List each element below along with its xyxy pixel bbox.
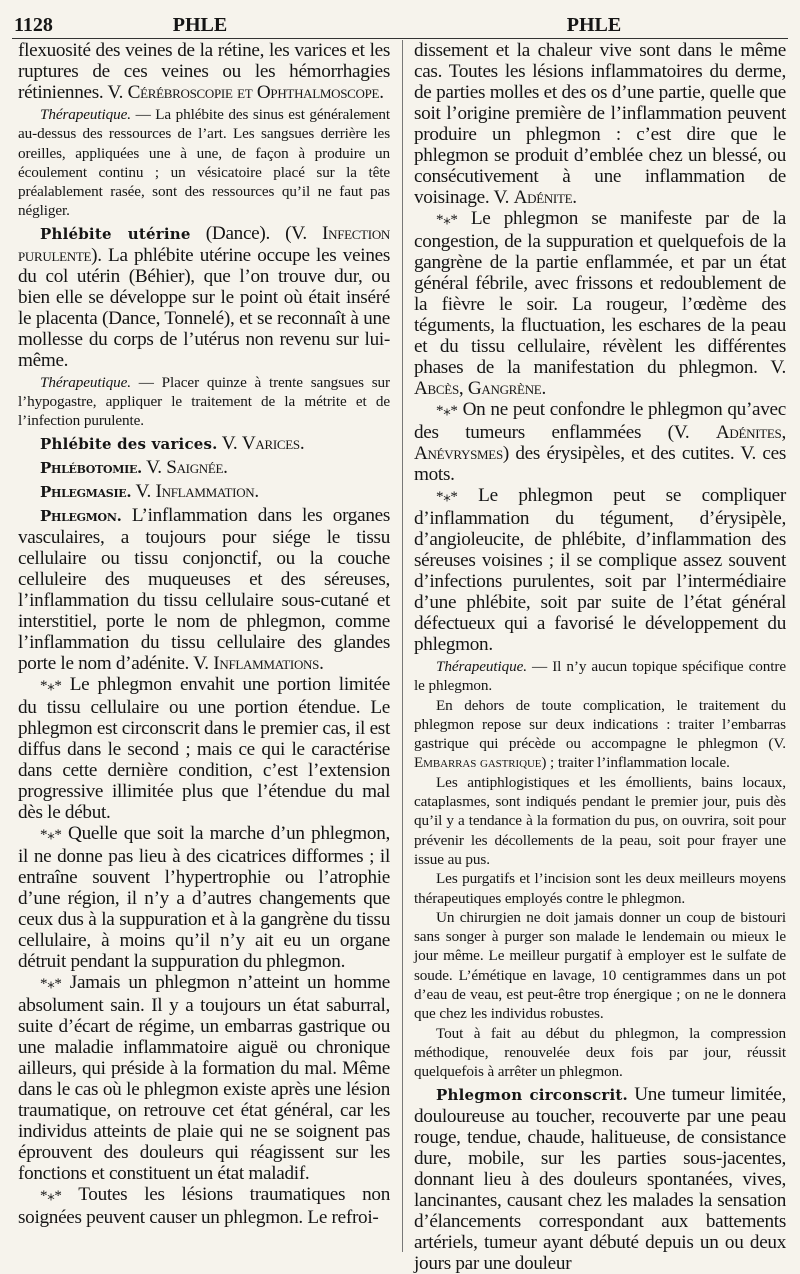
italic-label: Thérapeutique. (40, 106, 131, 123)
running-head-right: PHLE (566, 14, 622, 36)
entry-phlegmasie: Phlegmasie. V. Inflammation. (40, 480, 259, 502)
asterism-icon: *⁎* (40, 677, 62, 694)
therapeutics-paragraph: Thérapeutique. — Il n’y aucun topique spécifique contre le phlegmon. (414, 658, 786, 695)
entry-heading: Phlegmasie. (40, 482, 132, 501)
running-head-left: PHLE (172, 14, 228, 36)
entry-phlebite-uterine: Phlébite utérine (Dance). (V. Infection purulente). La phlébite utérine occupe les veines du col utérin (Béhier), que l’on trouve dur, ou bien elle se développe sur le point où était inséré le placenta (Dance, Tonnelé), et se reconnaît à une mollesse du corps de l’utérus non revenu sur lui-même. (18, 222, 390, 371)
cross-reference: Inflammation (155, 480, 255, 502)
paragraph: *⁎* Le phlegmon se manifeste par de la congestion, de la suppuration et quelquefois de la gangrène de la partie enflammée, et par un état général fébrile, avec frissons et redoublement de la fièvre le soir. La rougeur, l’œdème des téguments, la fluctuation, les eschares de la peau et du tissu cellulaire, révèlent les différentes phases de la manifestation du phlegmon. V. Abcès, Gangrène. (414, 208, 786, 399)
asterism-icon: *⁎* (40, 975, 62, 992)
page-number: 1128 (14, 14, 53, 36)
cross-reference: Embarras gastrique (414, 754, 542, 772)
therapeutics-paragraph: Thérapeutique. — La phlébite des sinus est généralement au-dessus des ressources de l’art. Les sangsues derrière les oreilles, appliquées une à une, de façon à produire un écoulement continu ; un vésicatoire placé sur la tête préalablement rasée, sont des ressources qu’il ne faut pas négliger. (18, 106, 390, 220)
page-header (0, 14, 800, 38)
cross-reference: Saignée (166, 456, 224, 478)
entry-heading: Phlébotomie. (40, 458, 142, 477)
left-column (18, 40, 390, 1228)
entry-phlebite-varices: Phlébite des varices. V. Varices. (40, 432, 305, 454)
paragraph: *⁎* Toutes les lésions traumatiques non soignées peuvent causer un phlegmon. Le refroi- (18, 1183, 390, 1228)
cross-reference: Inflammations (213, 652, 320, 674)
paragraph: *⁎* Le phlegmon peut se compliquer d’inflammation du tégument, d’érysipèle, d’angioleucite, de phlébite, d’inflammation des séreuses voisines ; il se complique assez souvent d’infections purulentes, soit par l’intermédiaire d’une phlébite, soit par suite de l’état général défectueux qui a favorisé le développement du phlegmon. (414, 485, 786, 655)
entry-heading: Phlegmon circonscrit. (436, 1085, 628, 1104)
paragraph: dissement et la chaleur vive sont dans le même cas. Toutes les lésions inflammatoires du derme, de parties molles et des os d’une partie, quelle que soit l’origine première de l’inflammation peuvent produire un phlegmon : c’est dire que le phlegmon se produit d’emblée chez un blessé, ou consécutivement à une inflammation de voisinage. V. Adénite. (414, 40, 786, 208)
paragraph: Les purgatifs et l’incision sont les deux meilleurs moyens thérapeutiques employés contre le phlegmon. (414, 870, 786, 907)
italic-label: Thérapeutique. (40, 373, 131, 391)
cross-reference: Adénite (513, 187, 573, 208)
paragraph: En dehors de toute complication, le traitement du phlegmon repose sur deux indications : traiter l’embarras gastrique qui précède ou accompagne le phlegmon (V. Embarras gastrique) ; traiter l’inflammation locale. (414, 696, 786, 772)
italic-label: Thérapeutique. (436, 658, 527, 675)
cross-reference: Adénites, Anévrysmes (414, 422, 786, 464)
paragraph: Les antiphlogistiques et les émollients, bains locaux, cataplasmes, sont indiqués pendant le premier jour, puis dès qu’il y a tendance à la formation du pus, on ouvrira, soit pour prévenir les décollements de la peau, soit pour frayer une issue au pus. (414, 773, 786, 868)
cross-reference: Cérébroscopie et Ophthalmoscope (127, 82, 380, 103)
paragraph: *⁎* On ne peut confondre le phlegmon qu’avec des tumeurs enflammées (V. Adénites, Anévrysmes) des érysipèles, et des cutites. V. ces mots. (414, 399, 786, 485)
entry-heading: Phlébite utérine (40, 224, 191, 243)
cross-reference: Infection purulente (18, 222, 390, 266)
column-divider (402, 40, 403, 1252)
paragraph: *⁎* Jamais un phlegmon n’atteint un homme absolument sain. Il y a toujours un état saburral, suite d’écart de régime, un embarras gastrique ou une maladie inflammatoire aiguë ou chronique ailleurs, qui préside à la formation du mal. Même dans le cas où le phlegmon existe après une lésion traumatique, on retrouve cet état général, car les individus atteints de plaie qui ne se soignent pas éprouvent des douleurs qui réagissent sur les fonctions et constituent un état maladif. (18, 971, 390, 1184)
paragraph: Un chirurgien ne doit jamais donner un coup de bistouri sans songer à purger son malade le lendemain ou mieux le jour même. Le meilleur purgatif à employer est le sulfate de soude. L’émétique en lavage, 10 centigrammes dans un pot d’eau de veau, est peut-être trop énergique ; on ne le donnera que chez les individus robustes. (414, 908, 786, 1023)
entry-heading: Phlegmon. (40, 506, 122, 525)
asterism-icon: *⁎* (40, 1187, 62, 1204)
paragraph: flexuosité des veines de la rétine, les varices et les ruptures de ces veines ou les hémorrhagies rétiniennes. V. Cérébroscopie et Ophthalmoscope. (18, 40, 390, 103)
asterism-icon: *⁎* (436, 403, 458, 419)
asterism-icon: *⁎* (436, 489, 458, 505)
entry-phlebotomie: Phlébotomie. V. Saignée. (40, 456, 228, 478)
right-column (414, 40, 786, 1274)
paragraph: *⁎* Le phlegmon envahit une portion limitée du tissu cellulaire ou une portion étendue. Le phlegmon est circonscrit dans le premier cas, il est diffus dans le second ; mais ce qui le caractérise dans cette dernière condition, c’est l’extension progressive illimitée plus que l’étendue du mal dès le début. (18, 673, 390, 823)
cross-reference: Varices (241, 432, 300, 454)
paragraph: Tout à fait au début du phlegmon, la compression méthodique, renouvelée deux fois par jour, réussit quelquefois à arrêter un phlegmon. (414, 1024, 786, 1081)
asterism-icon: *⁎* (40, 826, 62, 843)
asterism-icon: *⁎* (436, 212, 458, 228)
entry-phlegmon-circonscrit: Phlegmon circonscrit. Une tumeur limitée, douloureuse au toucher, recouverte par une peau rouge, tendue, chaude, halitueuse, de consistance dure, mobile, sur les parties sous-jacentes, donnant lieu à des douleurs spontanées, vives, lancinantes, causant chez les malades la sensation d’élancements correspondant aux battements artériels, tumeur ayant débuté depuis un ou deux jours par une douleur (414, 1083, 786, 1274)
entry-phlegmon: Phlegmon. L’inflammation dans les organes vasculaires, a toujours pour siége le tissu cellulaire ou tissu conjonctif, ou la couche celluleire des muqueuses et des séreuses, l’inflammation du tissu cellulaire sous-cutané et interstitiel, porte le nom de phlegmon, comme l’inflammation du tissu cellulaire des glandes porte le nom d’adénite. V. Inflammations. (18, 504, 390, 674)
entry-heading: Phlébite des varices. (40, 434, 218, 453)
paragraph: *⁎* Quelle que soit la marche d’un phlegmon, il ne donne pas lieu à des cicatrices difformes ; il entraîne souvent l’hypertrophie ou l’atrophie d’une région, il n’y a d’autres changements que ceux dus à la suppuration et à la gangrène du tissu cellulaire, à moins qu’il n’y ait eu un organe détruit pendant la suppuration du phlegmon. (18, 822, 390, 972)
cross-reference: Abcès, Gangrène (414, 378, 542, 399)
therapeutics-paragraph: Thérapeutique. — Placer quinze à trente sangsues sur l’hypogastre, appliquer le traitement de la métrite et de l’infection purulente. (18, 373, 390, 430)
header-rule (12, 38, 788, 39)
